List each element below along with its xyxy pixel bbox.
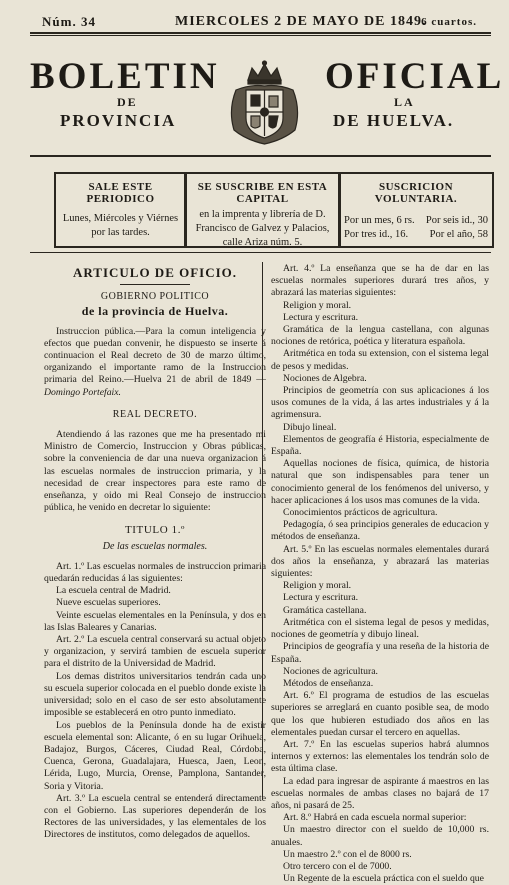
article-8-item: Un maestro 2.º con el de 8000 rs. [283,848,412,860]
article-1: Art. 1.º Las escuelas normales de instruccion primaria quedarán reducidas á las siguientes: [44,560,266,585]
paragraph-edad: La edad para ingresar de aspirante á maestros en las escuelas normales de ambas clases no bajará de 17 años, ni pasará de 25. [271,775,489,811]
article-2: Art. 2.º La escuela central conservará su actual objeto y organizacion, y servirá tambien de escuela superior para el distrito de la Universidad de Madrid. [44,634,266,670]
list-item: Nociones de agricultura. [283,665,378,677]
list-item: Elementos de geografía é Historia, especialmente de España. [271,433,489,458]
list-item: Gramática castellana. [283,604,367,616]
box-suscribe-text: en la imprenta y librería de D. Francisco de Galvez y Palacios, calle Ariza núm. 5. [195,209,330,248]
list-item: Conocimientos prácticos de agricultura. [283,507,438,519]
article-1-item: Veinte escuelas elementales en la Península, y dos en las Islas Baleares y Canarias. [44,609,266,633]
list-item: Religion y moral. [283,580,352,592]
list-item: Gramática de la lengua castellana, con algunas nociones de retórica, poética y literatura española. [271,324,489,348]
titulo-heading: TITULO 1.º [124,524,186,537]
masthead-divider [30,35,491,36]
title-oficial: OFICIAL [325,56,505,97]
provincia-heading: de la provincia de Huelva. [81,304,229,319]
escuelas-subheading: De las escuelas normales. [102,540,208,552]
left-column [44,263,266,842]
boxes-bottom-rule [30,252,491,253]
list-item: Lectura y escritura. [283,592,359,604]
masthead-line [30,8,491,34]
title-de: DE [117,95,138,109]
article-8-item: Otro tercero con el de 7000. [283,860,392,872]
box-suscripcion [338,172,494,248]
article-1-item: La escuela central de Madrid. [56,585,171,597]
real-decreto-heading: REAL DECRETO. [112,408,198,420]
article-5-list [271,580,489,690]
gobierno-heading: GOBIERNO POLITICO [100,291,210,303]
article-6: Art. 6.º El programa de estudios de las escuelas superiores se arreglará en cuanto posible sea, de modo que los que hubieren estudiado dos años en las elementales puedan cursar el tercero en aquellas. [271,690,489,738]
column-divider [262,262,263,800]
price-row-2: Por tres id., 16. Por el año, 58 [344,229,488,240]
article-3: Art. 3.º La escuela central se entenderá directamente con el Gobierno. Las superiores dependerán de los Rectores de las universidades, y las elementales de los Directores de institutos, como delegados de aquellos. [44,792,266,841]
masthead-bottom-rule [30,155,491,157]
title-la: LA [394,95,415,109]
article-4: Art. 4.º La enseñanza que se ha de dar en las escuelas normales superiores durará tres años, y abrazará las materias siguientes: [271,263,489,299]
box-sale-text: Lunes, Miércoles y Viérnes por las tardes. [62,213,179,238]
list-item: Religion y moral. [283,299,352,311]
article-heading: ARTICULO DE OFICIO. [72,265,238,280]
issue-date: MIERCOLES 2 DE MAYO DE 1849. [175,14,427,29]
title-de-huelva: DE HUELVA. [333,111,455,130]
list-item: Métodos de enseñanza. [283,677,374,689]
list-item: Aritmética con el sistema legal de pesos y medidas, nociones de geometría y dibujo lineal. [271,616,489,641]
article-8-item: Un maestro director con el sueldo de 10,000 rs. anuales. [271,824,489,848]
article-8-item: Un Regente de la escuela práctica con el sueldo que [283,873,484,885]
article-1-item: Nueve escuelas superiores. [56,597,161,609]
list-item: Principios de geografía y una reseña de la historia de España. [271,641,489,665]
paragraph-distritos: Los demas distritos universitarios tendrán cada uno su escuela superior colocada en el pueblo donde existe la universidad; solo en el caso de ser esto absolutamente imposible se establecerá en otro punto inmediato. [44,670,266,719]
title-boletin: BOLETIN [30,56,220,97]
article-7: Art. 7.º En las escuelas superios habrá alumnos internos y externos: las elementales los tendrán solo de esta última clase. [271,738,489,775]
title-provincia: PROVINCIA [60,111,177,130]
right-column [271,263,489,885]
price-row-1: Por un mes, 6 rs. Por seis id., 30 [344,215,488,226]
box-suscribe [184,172,341,248]
box-sale-title: SALE ESTE PERIODICO [86,181,155,205]
paragraph-pueblos: Los pueblos de la Península donde ha de existir escuela elemental son: Alicante, ó en su lugar Orihuela, Badajoz, Burgos, Cáceres, Ciudad Real, Córdoba, Cuenca, Gerona, Guadalajara, Huesca, Jaen, Leon, Lérida, Lugo, Murcia, Orense, Pamplona, Santander, Soria y Vitoria. [44,719,266,792]
coat-of-arms-icon [226,60,303,146]
list-item: Pedagogía, ó sea principios generales de educacion y métodos de enseñanza. [271,519,489,543]
article-4-list [271,300,489,544]
signature: Domingo Portefaix. [44,386,121,398]
issue-number: Núm. 34 [42,14,96,29]
list-item: Lectura y escritura. [283,311,359,323]
article-8: Art. 8.º Habrá en cada escuela normal superior: [283,812,467,824]
list-item: Nociones de Algebra. [283,372,367,384]
box-suscripcion-title: SUSCRICION VOLUNTARIA. [374,181,458,205]
article-5: Art. 5.º En las escuelas normales elementales durará dos años la enseñanza, y abrazará las materias siguientes: [271,543,489,580]
list-item: Principios de geometría con sus aplicaciones á los usos comunes de la vida, á las artes industriales y á la agrimensura. [271,385,489,421]
heading-separator [120,284,190,285]
box-suscribe-title: SE SUSCRIBE EN ESTA CAPITAL [197,181,328,205]
list-item: Dibujo lineal. [283,421,337,433]
paragraph-atendiendo: Atendiendo á las razones que me ha presentado mi Ministro de Comercio, Instruccion y Obras públicas, sobre la conveniencia de dar una nueva organizacion á las escuelas normales de instruccion primaria, y la necesidad de crear inspectores para este ramo de enseñanza, y oido mi Real Consejo de instruccion pública, he venido en decretar lo siguiente: [44,429,266,514]
box-sale [54,172,187,248]
list-item: Aquellas nociones de física, química, de historia natural que son indispensables para tener un conocimiento general de los fenómenos del universo, y hacer aplicaciones á los usos mas comunes de la vida. [271,458,489,506]
paragraph-instruccion: Instruccion pública.—Para la comun inteligencia y efectos que puedan convenir, he dispuesto se inserte á continuacion el Real decreto de 30 de marzo último, organizando el importante ramo de la Instruccion primaria del Reino.—Huelva 21 de abril de 1849 —Domingo Portefaix. [44,325,266,398]
list-item: Aritmética en toda su extension, con el sistema legal de pesos y medidas. [271,348,489,372]
issue-price: 6 cuartos. [421,16,477,28]
